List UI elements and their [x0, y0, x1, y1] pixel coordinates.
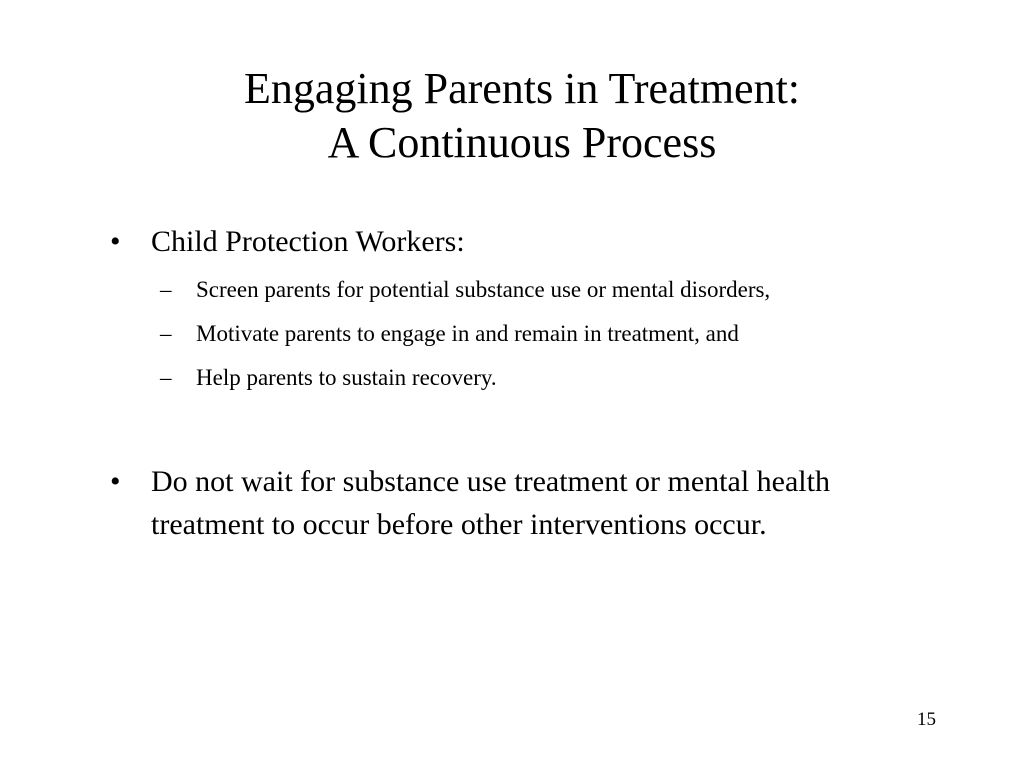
- bullet-item-do-not-wait: [110, 460, 950, 546]
- sub-item-text: Screen parents for potential substance use or mental disorders,: [196, 277, 771, 302]
- bullet-text: Do not wait for substance use treatment or mental health treatment to occur before other interventions occur.: [151, 465, 830, 541]
- bullet-item-child-protection-workers: [110, 220, 950, 263]
- sub-item-text: Help parents to sustain recovery.: [196, 365, 497, 390]
- dash-icon: –: [160, 321, 172, 346]
- sub-item-help-parents: [160, 364, 960, 392]
- dash-icon: –: [160, 365, 172, 390]
- dash-icon: –: [160, 277, 172, 302]
- bullet-icon: •: [110, 465, 121, 498]
- bullet-text: Child Protection Workers:: [151, 225, 465, 258]
- sub-item-motivate-parents: [160, 320, 960, 348]
- page-number: 15: [917, 709, 936, 730]
- sub-item-text: Motivate parents to engage in and remain in treatment, and: [196, 321, 739, 346]
- slide-title-line-2: A Continuous Process: [327, 118, 717, 167]
- sub-item-screen-parents: [160, 276, 960, 304]
- slide-title-line-1: Engaging Parents in Treatment:: [243, 64, 801, 113]
- bullet-icon: •: [110, 225, 121, 258]
